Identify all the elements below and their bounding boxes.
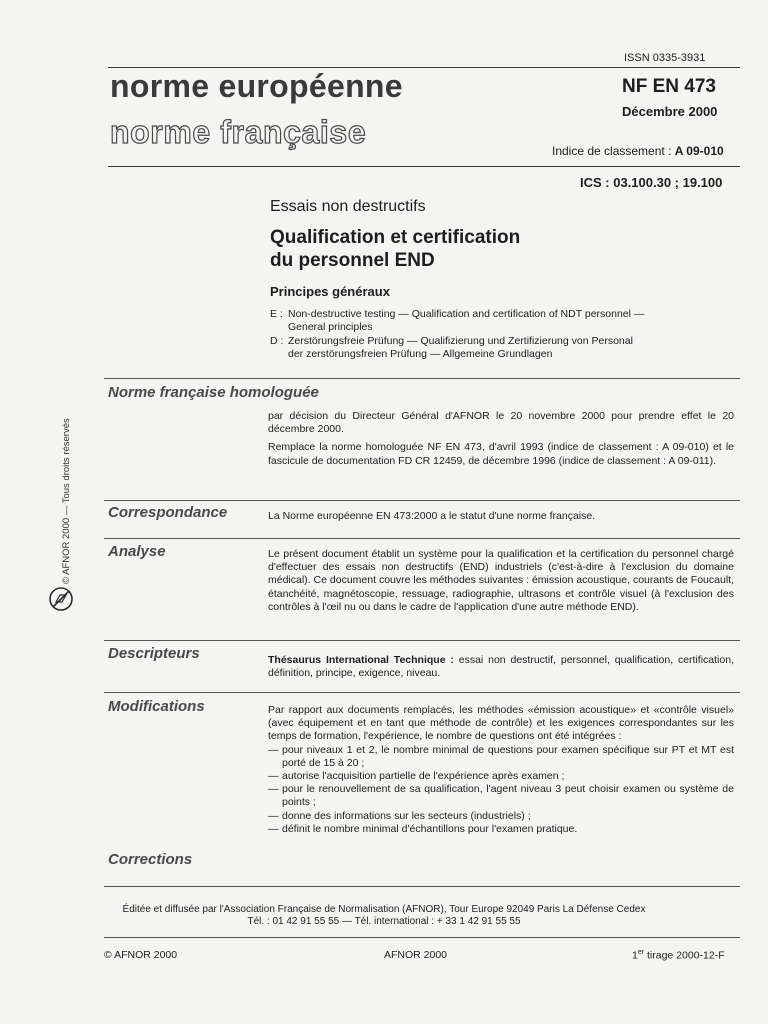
descripteurs-text: essai non destructif, personnel, qualification, certification, définition, principe, exigence, niveau.: [268, 654, 734, 680]
section-rule-footer: [104, 886, 740, 887]
header-mid-rule: [108, 166, 740, 167]
modifications-list: [268, 744, 734, 836]
print-run-text: tirage 2000-12-F: [647, 949, 725, 962]
no-photocopy-icon: [48, 586, 74, 612]
doc-subtitle: Principes généraux: [270, 284, 390, 299]
title-norme-francaise: norme française: [110, 114, 367, 150]
indice-classement: [552, 144, 724, 158]
section-rule-homologuee: [104, 378, 740, 379]
heading-modifications: Modifications: [108, 698, 205, 715]
section-rule-correspondance: [104, 500, 740, 501]
print-run-sup: er: [637, 949, 645, 956]
doc-title-line2: du personnel END: [270, 250, 435, 271]
heading-descripteurs: Descripteurs: [108, 645, 200, 662]
side-copyright: [57, 384, 77, 584]
standard-code: NF EN 473: [622, 76, 716, 97]
footer-line1: Éditée et diffusée par l'Association Française de Normalisation (AFNOR), Tour Europe 92049 Paris La Défense Cedex: [122, 904, 646, 915]
body-descripteurs: [268, 654, 734, 680]
issn: ISSN 0335-3931: [624, 52, 706, 64]
heading-correspondance: Correspondance: [108, 504, 228, 521]
copyright-center: AFNOR 2000: [384, 949, 448, 961]
title-norme-europeenne: norme européenne: [110, 68, 403, 104]
section-rule-analyse: [104, 538, 740, 539]
body-modifications: [268, 704, 734, 836]
body-correspondance: La Norme européenne EN 473:2000 a le statut d'une norme française.: [268, 510, 596, 522]
descripteurs-label: Thésaurus International Technique :: [268, 654, 454, 666]
homologuee-paragraph-2: Remplace la norme homologuée NF EN 473, d'avril 1993 (indice de classement : A 09-010) et le fascicule de documentation FD CR 12459, de décembre 1996 (indice de classement : A 09-011).: [268, 441, 734, 467]
modifications-intro: Par rapport aux documents remplacés, les méthodes «émission acoustique» et «contrôle visuel» (avec équipement et en tant que méthode de contrôle) et les exigences correspondantes sur les temps de formation, l'expérience, le nombre de questions ont été intégrées :: [268, 704, 734, 743]
list-item: — pour niveaux 1 et 2, le nombre minimal de questions pour examen spécifique sur PT et MT est porté de 15 à 20 ;: [268, 743, 734, 769]
body-homologuee: [268, 410, 734, 473]
indice-label: Indice de classement :: [552, 144, 672, 158]
side-copyright-text: © AFNOR 2000 — Tous droits réservés: [61, 418, 72, 584]
copyright-left: © AFNOR 2000: [104, 949, 178, 961]
heading-homologuee: Norme française homologuée: [108, 384, 319, 401]
heading-corrections: Corrections: [108, 851, 193, 868]
translation-english-label: E :: [270, 308, 283, 320]
list-item: — autorise l'acquisition partielle de l'expérience après examen ;: [268, 770, 565, 783]
translation-german: [270, 335, 690, 361]
translation-english-line1: Non-destructive testing — Qualification and certification of NDT personnel —: [288, 308, 645, 320]
list-item: — donne des informations sur les secteurs (industriels) ;: [268, 809, 531, 822]
doc-main-title: [270, 226, 520, 272]
homologuee-paragraph-1: par décision du Directeur Général d'AFNOR le 20 novembre 2000 pour prendre effet le 20 décembre 2000.: [268, 410, 734, 436]
translation-english-line2: General principles: [288, 321, 373, 333]
heading-analyse: Analyse: [108, 543, 166, 560]
body-analyse: Le présent document établit un système pour la qualification et la certification du personnel chargé d'effectuer des essais non destructifs (END) industriels (c'est-à-dire à l'exclusion du domaine médical). Ce document couvre les méthodes suivantes : émission acoustique, courants de Foucault, étanchéité, magnétoscopie, ressuage, radiographie, ultrasons et contrôle visuel (à l'exclusion des contrôles à l'œil nu ou dans le cadre de l'application d'une autre méthode END).: [268, 548, 734, 613]
doc-title-line1: Qualification et certification: [270, 227, 521, 248]
translation-german-line1: Zerstörungsfreie Prüfung — Qualifizierung und Zertifizierung von Personal: [288, 335, 633, 347]
ics-codes: ICS : 03.100.30 ; 19.100: [580, 175, 723, 190]
translation-german-line2: der zerstörungsfreien Prüfung — Allgemeine Grundlagen: [288, 348, 553, 360]
section-rule-descripteurs: [104, 640, 740, 641]
list-item: — définit le nombre minimal d'échantillons pour l'examen pratique.: [268, 822, 578, 835]
section-rule-modifications: [104, 692, 740, 693]
indice-value: A 09-010: [674, 144, 724, 158]
standard-date: Décembre 2000: [622, 104, 718, 119]
footer-line2: Tél. : 01 42 91 55 55 — Tél. international : + 33 1 42 91 55 55: [247, 916, 521, 927]
footer-publisher: [0, 904, 768, 928]
footer-bottom-rule: [104, 937, 740, 938]
list-item: — pour le renouvellement de sa qualification, l'agent niveau 3 peut choisir examen ou système de points ;: [268, 783, 734, 809]
translation-english: [270, 308, 690, 334]
print-run: [632, 949, 725, 962]
translation-german-label: D :: [270, 335, 284, 347]
print-run-number: 1: [632, 949, 638, 962]
doc-subject: Essais non destructifs: [270, 198, 426, 215]
